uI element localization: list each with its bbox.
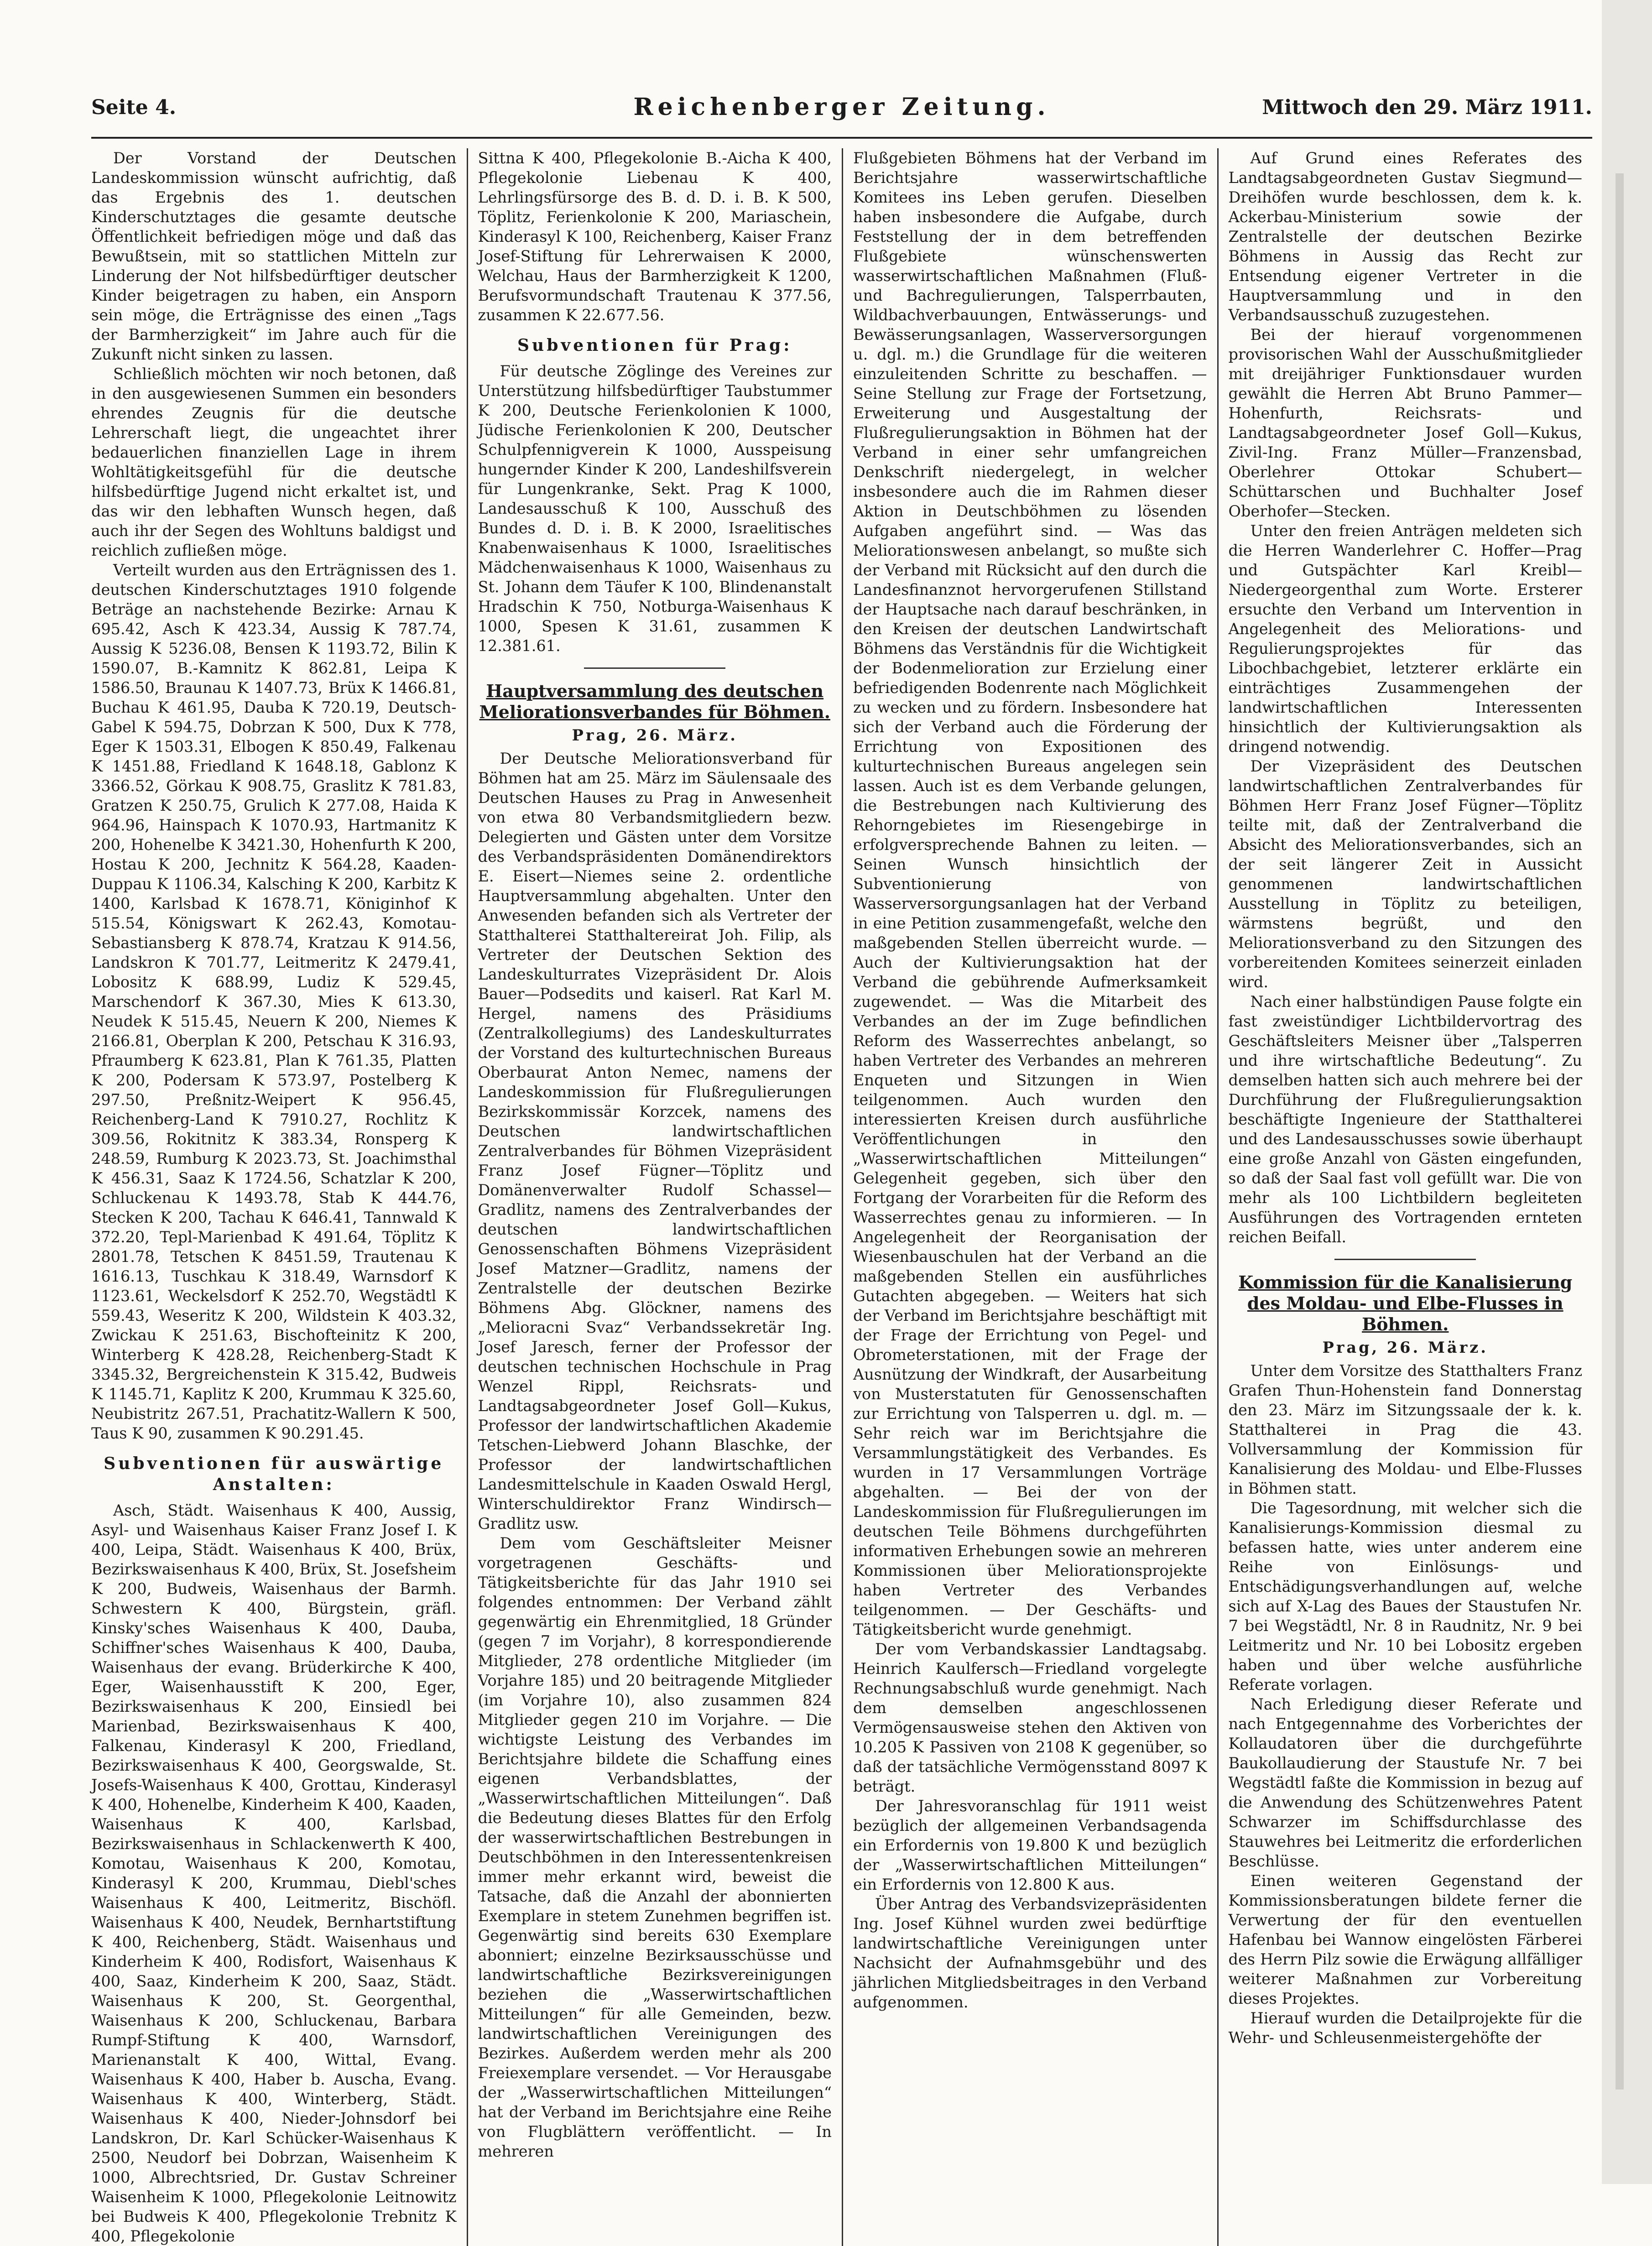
dateline: Prag, 26. März. [1322,1339,1488,1356]
paragraph: Nach einer halbstündigen Pause folgte ein fast zweistündiger Lichtbildervortrag des Geschäftsleiters Meisner über „Talsperren und ihre wirtschaftliche Bedeutung“. Zu demselben hatten sich auch mehrere bei der Durchführung der Flußregulierungsaktion beschäftigte Ingenieure der Statthalterei und des Landesausschusses sowie überhaupt eine große Anzahl von Gästen eingefunden, so daß der Saal fast voll gefüllt war. Die von mehr als 100 Lichtbildern begleiteten Ausführungen des Vortragenden ernteten reichen Beifall. [1228,993,1582,1246]
issue-date: Mittwoch den 29. März 1911. [1262,96,1592,119]
paragraph: Dem vom Geschäftsleiter Meisner vorgetragenen Geschäfts- und Tätigkeitsberichte für das Jahr 1910 sei folgendes entnommen: Der Verband zählt gegenwärtig ein Ehrenmitglied, 18 Gründer (gegen 7 im Vorjahr), 8 korrespondierende Mitglieder, 278 ordentliche Mitglieder (im Vorjahre 185) und 20 beitragende Mitglieder (im Vorjahre 10), also zusammen 824 Mitglieder gegen 210 im Vorjahre. — Die wichtigste Leistung des Verbandes im Berichtsjahre bildete die Schaffung eines eigenen Verbandsblattes, der „Wasserwirtschaftlichen Mitteilungen“. Daß die Bedeutung dieses Blattes für den Erfolg der wasserwirtschaftlichen Bestrebungen in Deutschböhmen in den Interessentenkreisen immer mehr erkannt wird, beweist die Tatsache, daß die Anzahl der abonnierten Exemplare in stetem Zunehmen begriffen ist. Gegenwärtig sind bereits 630 Exemplare abonniert; einzelne Bezirksausschüsse und landwirtschaftliche Bezirksvereinigungen beziehen die „Wasserwirtschaftlichen Mitteilungen“ für alle Gemeinden, bezw. landwirtschaftlichen Vereinigungen des Bezirkes. Außerdem werden mehr als 200 Freiexemplare versendet. — Vor Herausgabe der „Wasserwirtschaftlichen Mitteilungen“ hat der Verband im Berichtsjahre eine Reihe von Flugblättern veröffentlicht. — In mehreren [478,1534,832,2160]
divider [584,667,725,669]
page-number: Seite 4. [91,96,177,119]
article-columns [91,148,1592,2245]
newspaper-title: Reichenberger Zeitung. [633,93,1050,121]
article-headline: Kommission für die Kanalisierung des Moldau- und Elbe-Flusses in Böhmen. [1238,1272,1573,1334]
paragraph: Einen weiteren Gegenstand der Kommissionsberatungen bildete ferner die Verwertung der für den eventuellen Hafenbau bei Wannow eingelösten Färberei des Herrn Pilz sowie die Erwägung allfälliger weiterer Maßnahmen zur Vorbereitung dieses Projektes. [1228,1872,1582,2007]
page-edge [1602,0,1652,2184]
paragraph: Schließlich möchten wir noch betonen, daß in den ausgewiesenen Summen ein besonders ehrendes Zeugnis für die deutsche Lehrerschaft liegt, die ungeachtet ihrer bedauerlichen finanziellen Lage in ihrem Wohltätigkeitsgefühl für die deutsche hilfsbedürftige Jugend nicht erkaltet ist, und das wir den lebhaften Wunsch hegen, daß auch ihr der Segen des Wohltuns baldigst und reichlich zufließen möge. [91,365,457,559]
binding-strip [1616,173,1624,2090]
column-1 [91,148,467,2246]
paragraph: Hierauf wurden die Detailprojekte für die Wehr- und Schleusenmeistergehöfte der [1228,2009,1582,2047]
paragraph: Der Vizepräsident des Deutschen landwirtschaftlichen Zentralverbandes für Böhmen Herr Franz Josef Fügner—Töplitz teilte mit, daß der Zentralverband die Absicht des Meliorationsverbandes, sich an der seit längerer Zeit in Aussicht genommenen landwirtschaftlichen Ausstellung in Töplitz zu beteiligen, wärmstens begrüßt, und den Meliorationsverband zu den Sitzungen des vorbereitenden Komitees seinerzeit einladen wird. [1228,757,1582,991]
paragraph: Bei der hierauf vorgenommenen provisorischen Wahl der Ausschußmitglieder mit dreijähriger Funktionsdauer wurden gewählt die Herren Abt Bruno Pammer—Hohenfurth, Reichsrats- und Landtagsabgeordneter Josef Goll—Kukus, Zivil-Ing. Franz Müller—Franzensbad, Oberlehrer Ottokar Schubert—Schüttarschen und Buchhalter Josef Oberhofer—Stecken. [1228,326,1582,520]
paragraph: Der Jahresvoranschlag für 1911 weist bezüglich der allgemeinen Verbandsagenda ein Erfordernis von 19.800 K und bezüglich der „Wasserwirtschaftlichen Mitteilungen“ ein Erfordernis von 12.800 K aus. [853,1797,1207,1893]
paragraph: Auf Grund eines Referates des Landtagsabgeordneten Gustav Siegmund—Dreihöfen wurde beschlossen, dem k. k. Ackerbau-Ministerium sowie der Zentralstelle der deutschen Bezirke Böhmens in Aussig das Recht zur Entsendung eigener Vertreter in die Hauptversammlung und in den Verbandsausschuß zuzugestehen. [1228,149,1582,324]
column-3 [842,148,1217,2246]
divider [1334,1259,1476,1260]
paragraph: Nach Erledigung dieser Referate und nach Entgegennahme des Vorberichtes der Kollaudatoren über die durchgeführte Baukollaudierung der Staustufe Nr. 7 bei Wegstädtl faßte die Kommission in bezug auf die Anwendung des Schützenwehres Patent Schwarzer im Schiffsdurchlasse des Stauwehres bei Leitmeritz die erforderlichen Beschlüsse. [1228,1695,1582,1870]
paragraph: Verteilt wurden aus den Erträgnissen des 1. deutschen Kinderschutztages 1910 folgende Beträge an nachstehende Bezirke: Arnau K 695.42, Asch K 423.34, Aussig K 787.74, Aussig K 5236.08, Bensen K 1193.72, Bilin K 1590.07, B.-Kamnitz K 862.81, Leipa K 1586.50, Braunau K 1407.73, Brüx K 1466.81, Buchau K 461.95, Dauba K 720.19, Deutsch-Gabel K 594.75, Dobrzan K 500, Dux K 778, Eger K 1503.31, Elbogen K 850.49, Falkenau K 1451.88, Friedland K 1648.18, Gablonz K 3366.52, Görkau K 908.75, Graslitz K 781.83, Gratzen K 250.75, Grulich K 277.08, Haida K 964.96, Hainspach K 1070.93, Hartmanitz K 200, Hohenelbe K 3421.30, Hohenfurth K 200, Hostau K 200, Jechnitz K 564.28, Kaaden-Duppau K 1106.34, Kalsching K 200, Karbitz K 1400, Karlsbad K 1678.71, Königinhof K 515.54, Königswart K 262.43, Komotau-Sebastiansberg K 878.74, Kratzau K 914.56, Landskron K 701.77, Leitmeritz K 2479.41, Lobositz K 688.99, Ludiz K 529.45, Marschendorf K 367.30, Mies K 613.30, Neudek K 515.45, Neuern K 200, Niemes K 2166.81, Oberplan K 200, Petschau K 316.93, Pfraumberg K 623.81, Plan K 761.35, Platten K 200, Podersam K 573.97, Postelberg K 297.50, Preßnitz-Weipert K 956.45, Reichenberg-Land K 7910.27, Rochlitz K 309.56, Rokitnitz K 383.34, Ronsperg K 248.59, Rumburg K 2023.73, St. Joachimsthal K 456.31, Saaz K 1724.56, Schatzlar K 200, Schluckenau K 1493.78, Stab K 444.76, Stecken K 200, Tachau K 646.41, Tannwald K 372.20, Tepl-Marienbad K 491.64, Töplitz K 2801.78, Tetschen K 8451.59, Trautenau K 1616.13, Tuschkau K 318.49, Warnsdorf K 1123.61, Weckelsdorf K 252.70, Wegstädtl K 559.43, Weseritz K 200, Wildstein K 403.32, Zwickau K 251.63, Bischofteinitz K 200, Winterberg K 428.28, Reichenberg-Stadt K 3345.32, Bergreichenstein K 315.42, Budweis K 1145.71, Kaplitz K 200, Krummau K 325.60, Neubistritz 267.51, Prachatitz-Wallern K 500, Taus K 90, zusammen K 90.291.45. [91,561,457,1442]
section-heading: Subventionen für Prag: [517,336,792,355]
column-2 [467,148,842,2246]
paragraph: Asch, Städt. Waisenhaus K 400, Aussig, Asyl- und Waisenhaus Kaiser Franz Josef I. K 400, Leipa, Städt. Waisenhaus K 400, Brüx, Bezirkswaisenhaus K 400, Brüx, St. Josefsheim K 200, Budweis, Waisenhaus der Barmh. Schwestern K 400, Bürgstein, gräfl. Kinsky'sches Waisenhaus K 400, Dauba, Schiffner'sches Waisenhaus K 400, Dauba, Waisenhaus der evang. Brüderkirche K 400, Eger, Waisenhausstift K 200, Eger, Bezirkswaisenhaus K 200, Einsiedl bei Marienbad, Bezirkswaisenhaus K 400, Falkenau, Kinderasyl K 200, Friedland, Bezirkswaisenhaus K 400, Georgswalde, St. Josefs-Waisenhaus K 400, Grottau, Kinderasyl K 400, Hohenelbe, Kinderheim K 400, Kaaden, Waisenhaus K 400, Karlsbad, Bezirkswaisenhaus in Schlackenwerth K 400, Komotau, Waisenhaus K 200, Komotau, Kinderasyl K 200, Krummau, Diebl'sches Waisenhaus K 400, Leitmeritz, Bischöfl. Waisenhaus K 400, Neudek, Bernhartstiftung K 400, Reichenberg, Städt. Waisenhaus und Kinderheim K 400, Rodisfort, Waisenhaus K 400, Saaz, Kinderheim K 200, Saaz, Städt. Waisenhaus K 200, St. Georgenthal, Waisenhaus K 200, Schluckenau, Barbara Rumpf-Stiftung K 400, Warnsdorf, Marienanstalt K 400, Wittal, Evang. Waisenhaus K 400, Haber b. Auscha, Evang. Waisenhaus K 400, Winterberg, Städt. Waisenhaus K 400, Nieder-Johnsdorf bei Landskron, Dr. Karl Schücker-Waisenhaus K 2500, Neudorf bei Dobrzan, Waisenheim K 1000, Albrechtsried, Dr. Gustav Schreiner Waisenheim K 1000, Pflegekolonie Leitnowitz bei Budweis K 400, Pflegekolonie Trebnitz K 400, Pflegekolonie [91,1501,457,2245]
paragraph: Sittna K 400, Pflegekolonie B.-Aicha K 400, Pflegekolonie Liebenau K 400, Lehrlingsfürsorge des B. d. D. i. B. K 500, Töplitz, Ferienkolonie K 200, Mariaschein, Kinderasyl K 100, Reichenberg, Kaiser Franz Josef-Stiftung für Lehrerwaisen K 2000, Welchau, Haus der Barmherzigkeit K 1200, Berufsvormundschaft Trautenau K 377.56, zusammen K 22.677.56. [478,149,832,324]
paragraph: Für deutsche Zöglinge des Vereines zur Unterstützung hilfsbedürftiger Taubstummer K 200, Deutsche Ferienkolonien K 1000, Jüdische Ferienkolonien K 200, Deutscher Schulpfennigverein K 1000, Ausspeisung hungernder Kinder K 200, Landeshilfsverein für Lungenkranke, Sekt. Prag K 1000, Landesausschuß K 100, Ausschuß des Bundes d. D. i. B. K 2000, Israelitisches Knabenwaisenhaus K 1000, Israelitisches Mädchenwaisenhaus K 1000, Waisenhaus zu St. Johann dem Täufer K 100, Blindenanstalt Hradschin K 750, Notburga-Waisenhaus K 1000, Spesen K 31.61, zusammen K 12.381.61. [478,362,832,655]
paragraph: Flußgebieten Böhmens hat der Verband im Berichtsjahre wasserwirtschaftliche Komitees ins Leben gerufen. Dieselben haben insbesondere die Aufgabe, durch Feststellung der in dem betreffenden Flußgebiete wünschenswerten wasserwirtschaftlichen Maßnahmen (Fluß- und Bachregulierungen, Talsperrbauten, Wildbachverbauungen, Entwässerungs- und Bewässerungsanlagen, Wasserversorgungen u. dgl. m.) die Grundlage für die weiteren einzuleitenden Schritte zu beschaffen. — Seine Stellung zur Frage der Fortsetzung, Erweiterung und Ausgestaltung der Flußregulierungsaktion in Böhmen hat der Verband in einer sehr umfangreichen Denkschrift niedergelegt, in welcher insbesondere auch die im Rahmen dieser Aktion in Deutschböhmen zu lösenden Aufgaben angeführt sind. — Was das Meliorationswesen anbelangt, so mußte sich der Verband mit Rücksicht auf den durch die Landesfinanznot hervorgerufenen Stillstand der Hauptsache nach darauf beschränken, in den Kreisen der deutschen Landwirtschaft Böhmens das Verständnis für die Wichtigkeit der Bodenmelioration zur Erzielung einer befriedigenden Bodenrente nach Möglichkeit zu wecken und zu fördern. Insbesondere hat sich der Verband auch die Förderung der Errichtung von Expositionen des kulturtechnischen Bureaus angelegen sein lassen. Auch ist es dem Verbande gelungen, die Bestrebungen nach Kultivierung des Rehorngebietes im Riesengebirge in erfolgversprechende Bahnen zu leiten. — Seinen Wunsch hinsichtlich der Subventionierung von Wasserversorgungsanlagen hat der Verband in eine Petition zusammengefaßt, welche den maßgebenden Stellen überreicht wurde. — Auch der Kultivierungsaktion hat der Verband die gebührende Aufmerksamkeit zugewendet. — Was die Mitarbeit des Verbandes an der im Zuge befindlichen Reform des Wasserrechtes anbelangt, so haben Vertreter des Verbandes an mehreren Enqueten und Sitzungen in Wien teilgenommen. Auch wurden den interessierten Kreisen durch ausführliche Veröffentlichungen in den „Wasserwirtschaftlichen Mitteilungen“ Gelegenheit gegeben, sich über den Fortgang der Vorarbeiten für die Reform des Wasserrechtes genau zu informieren. — In Angelegenheit der Reorganisation der Wiesenbauschulen hat der Verband an die maßgebenden Stellen ein ausführliches Gutachten abgegeben. — Weiters hat sich der Verband im Berichtsjahre beschäftigt mit der Frage der Errichtung von Pegel- und Obrometerstationen, mit der Frage der Ausnützung der Windkraft, der Ausarbeitung von Musterstatuten für Genossenschaften zur Errichtung von Talsperren u. dgl. m. — Sehr reich war im Berichtsjahre die Versammlungstätigkeit des Verbandes. Es wurden in 17 Versammlungen Vorträge abgehalten. — Bei der von der Landeskommission für Flußregulierungen im deutschen Teile Böhmens durchgeführten informativen Erhebungen sowie an mehreren Kommissionen über Meliorationsprojekte haben Vertreter des Verbandes teilgenommen. — Der Geschäfts- und Tätigkeitsbericht wurde genehmigt. [853,149,1207,1638]
paragraph: Der Vorstand der Deutschen Landeskommission wünscht aufrichtig, daß das Ergebnis des 1. deutschen Kinderschutztages die gesamte deutsche Öffentlichkeit befriedigen möge und daß das Bewußtsein, mit so stattlichen Mitteln zur Linderung der Not hilfsbedürftiger deutscher Kinder beigetragen zu haben, ein Ansporn sein möge, die Erträgnisse des einen „Tags der Barmherzigkeit“ im Jahre auch für die Zukunft nicht sinken zu lassen. [91,149,457,363]
paragraph: Über Antrag des Verbandsvizepräsidenten Ing. Josef Kühnel wurden zwei bedürftige landwirtschaftliche Vereinigungen unter Nachsicht der Aufnahmsgebühr und des jährlichen Mitgliedsbeitrages in den Verband aufgenommen. [853,1895,1207,2011]
section-heading: Subventionen für auswärtige Anstalten: [104,1454,444,1494]
paragraph: Der Deutsche Meliorationsverband für Böhmen hat am 25. März im Säulensaale des Deutschen Hauses zu Prag in Anwesenheit von etwa 80 Verbandsmitgliedern bezw. Delegierten und Gästen unter dem Vorsitze des Verbandspräsidenten Domänendirektors E. Eisert—Niemes seine 2. ordentliche Hauptversammlung abgehalten. Unter den Anwesenden befanden sich als Vertreter der Statthalterei Statthaltereirat Joh. Filip, als Vertreter der Deutschen Sektion des Landeskulturrates Vizepräsident Dr. Alois Bauer—Podsedits und kaiserl. Rat Karl M. Hergel, namens des Präsidiums (Zentralkollegiums) des Landeskulturrates der Vorstand des kulturtechnischen Bureaus Oberbaurat Anton Nemec, namens der Landeskommission für Flußregulierungen Bezirkskommissär Korzcek, namens des Deutschen landwirtschaftlichen Zentralverbandes für Böhmen Vizepräsident Franz Josef Fügner—Töplitz und Domänenverwalter Rudolf Schassel—Gradlitz, namens des Zentralverbandes der deutschen landwirtschaftlichen Genossenschaften Böhmens Vizepräsident Josef Matzner—Gradlitz, namens der Zentralstelle der deutschen Bezirke Böhmens Abg. Glöckner, namens des „Melioracni Svaz“ Verbandssekretär Ing. Josef Jaresch, ferner der Professor der deutschen technischen Hochschule in Prag Wenzel Rippl, Reichsrats- und Landtagsabgeordneter Josef Goll—Kukus, Professor der landwirtschaftlichen Akademie Tetschen-Liebwerd Johann Blaschke, der Professor der landwirtschaftlichen Landesmittelschule in Kaaden Oswald Hergl, Winterschuldirektor Franz Windirsch—Gradlitz usw. [478,750,832,1532]
dateline: Prag, 26. März. [572,726,738,744]
paragraph: Der vom Verbandskassier Landtagsabg. Heinrich Kaulfersch—Friedland vorgelegte Rechnungsabschluß wurde genehmigt. Nach dem demselben angeschlossenen Vermögensausweise stehen den Aktiven von 10.205 K Passiven von 2108 K gegenüber, so daß der tatsächliche Vermögensstand 8097 K beträgt. [853,1640,1207,1795]
paragraph: Unter dem Vorsitze des Statthalters Franz Grafen Thun-Hohenstein fand Donnerstag den 23. März im Sitzungssaale der k. k. Statthalterei in Prag die 43. Vollversammlung der Kommission für Kanalisierung des Moldau- und Elbe-Flusses in Böhmen statt. [1228,1362,1582,1497]
newspaper-header [91,87,1592,139]
paragraph: Unter den freien Anträgen meldeten sich die Herren Wanderlehrer C. Hoffer—Prag und Gutspächter Karl Kreibl—Niedergeorgenthal zum Worte. Ersterer ersuchte den Verband um Intervention in Angelegenheit des Meliorations- und Regulierungsprojektes für das Libochbachgebiet, letzterer erklärte ein einträchtiges Zusammengehen der landwirtschaftlichen Interessenten hinsichtlich der Kultivierungsaktion als dringend notwendig. [1228,522,1582,756]
paragraph: Die Tagesordnung, mit welcher sich die Kanalisierungs-Kommission diesmal zu befassen hatte, wies unter anderem eine Reihe von Einlösungs- und Entschädigungsverhandlungen auf, welche sich auf X-Lag des Baues der Staustufen Nr. 7 bei Wegstädtl, Nr. 8 in Raudnitz, Nr. 9 bei Leitmeritz und Nr. 10 bei Lobositz ergeben haben und über welche ausführliche Referate vorlagen. [1228,1499,1582,1694]
article-headline: Hauptversammlung des deutschen Meliorationsverbandes für Böhmen. [479,681,830,722]
column-4 [1217,148,1593,2246]
